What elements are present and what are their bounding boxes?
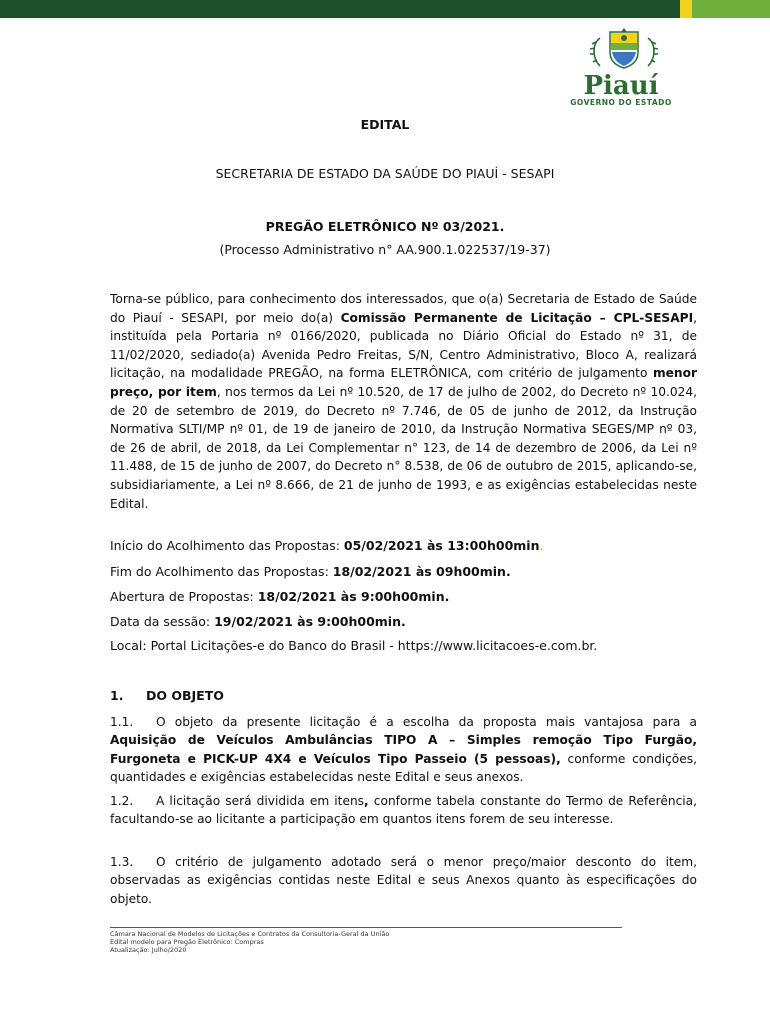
date-suffix: . xyxy=(539,538,544,553)
footer-line-2: Edital modelo para Pregão Eletrônico: Compras xyxy=(110,938,264,946)
session-location xyxy=(110,638,597,653)
intro-paragraph xyxy=(110,290,697,513)
date-value: 18/02/2021 às 09h00min. xyxy=(332,564,511,579)
date-proposal-opening xyxy=(110,589,449,604)
top-bar-light-green xyxy=(692,0,770,18)
footer-divider xyxy=(110,927,622,928)
item-text: conforme condições, quantidades e exigências estabelecidas neste Edital e seus anexos. xyxy=(110,751,697,785)
date-label: Fim do Acolhimento das Propostas: xyxy=(110,564,333,579)
section-number: 1. xyxy=(110,688,124,703)
section-heading-objeto xyxy=(110,688,224,703)
item-text: conforme tabela constante do Termo de Referência, facultando-se ao licitante a participação em quantos itens forem de seu interesse. xyxy=(110,794,697,827)
intro-commission: Comissão Permanente de Licitação – CPL-SESAPI xyxy=(340,310,694,325)
date-label: Data da sessão: xyxy=(110,614,215,629)
date-value: 18/02/2021 às 9:00h00min. xyxy=(257,589,450,604)
date-value: 05/02/2021 às 13:00h00min xyxy=(343,538,540,553)
top-bar-dark-green xyxy=(0,0,680,18)
footer-line-1: Câmara Nacional de Modelos de Licitações e Contratos da Consultoria-Geral da União xyxy=(110,930,390,938)
logo-wordmark: Piauí xyxy=(583,71,659,101)
process-number: (Processo Administrativo n° AA.900.1.022537/19-37) xyxy=(219,242,551,257)
item-text: O critério de julgamento adotado será o menor preço/maior desconto do item, observadas as exigências contidas neste Edital e seus Anexos quanto às especificações do objeto. xyxy=(110,855,697,906)
date-label: Início do Acolhimento das Propostas: xyxy=(110,538,344,553)
section-title: DO OBJETO xyxy=(146,688,224,703)
document-title: EDITAL xyxy=(360,117,410,132)
intro-text-1: Torna-se público, para conhecimento dos interessados, que o(a) Secretaria de Estado de Saúde do Piauí - SESAPI, por meio do(a) xyxy=(110,292,697,325)
item-1-3 xyxy=(110,853,697,908)
intro-text-2: , instituída pela Portaria nº 0166/2020, publicada no Diário Oficial do Estado nº 31, de 11/02/2020, sediado(a) Avenida Pedro Freitas, S/N, Centro Administrativo, Bloco A, realizará licitação, na modalidade PREGÃO, na forma ELETRÔNICA, com critério de julgamento xyxy=(110,310,697,381)
item-number: 1.1. xyxy=(110,715,134,729)
date-session xyxy=(110,614,406,629)
footer-line-3: Atualização: Julho/2020 xyxy=(110,946,187,954)
date-proposal-start xyxy=(110,538,543,553)
intro-criterion: menor preço, por item xyxy=(110,366,697,399)
item-bold-text: Aquisição de Veículos Ambulâncias TIPO A – Simples remoção Tipo Furgão, Furgoneta e PICK-UP 4X4 e Veículos Tipo Passeio (5 pessoas), xyxy=(110,733,697,766)
date-proposal-end xyxy=(110,564,511,579)
item-number: 1.3. xyxy=(110,855,134,869)
item-text: O objeto da presente licitação é a escolha da proposta mais vantajosa para a xyxy=(156,715,697,729)
date-value: 19/02/2021 às 9:00h00min. xyxy=(214,614,406,629)
top-bar-yellow xyxy=(680,0,692,18)
logo-subtitle: GOVERNO DO ESTADO xyxy=(570,98,672,107)
item-number: 1.2. xyxy=(110,794,134,808)
item-1-1 xyxy=(110,713,697,787)
intro-text-3: , nos termos da Lei nº 10.520, de 17 de julho de 2002, do Decreto nº 10.024, de 20 de setembro de 2019, do Decreto nº 7.746, de 05 de junho de 2012, da Instrução Normativa SLTI/MP nº 01, de 19 de janeiro de 2010, da Instrução Normativa SEGES/MP nº 03, de 26 de abril, de 2018, da Lei Complementar n° 123, de 14 de dezembro de 2006, da Lei nº 11.488, de 15 de junho de 2007, do Decreto n° 8.538, de 06 de outubro de 2015, aplicando-se, subsidiariamente, a Lei nº 8.666, de 21 de junho de 1993, e as exigências estabelecidas neste Edital. xyxy=(110,384,697,511)
item-1-2 xyxy=(110,792,697,829)
top-color-bar xyxy=(0,0,770,18)
item-text: A licitação será dividida em itens xyxy=(156,794,365,808)
date-label: Abertura de Propostas: xyxy=(110,589,258,604)
secretariat-heading: SECRETARIA DE ESTADO DA SAÚDE DO PIAUÍ - SESAPI xyxy=(215,166,555,181)
location-text: Local: Portal Licitações-e do Banco do Brasil - https://www.licitacoes-e.com.br. xyxy=(110,638,598,653)
pregao-heading: PREGÃO ELETRÔNICO Nº 03/2021. xyxy=(265,219,505,234)
item-bold-text: , xyxy=(364,794,369,808)
